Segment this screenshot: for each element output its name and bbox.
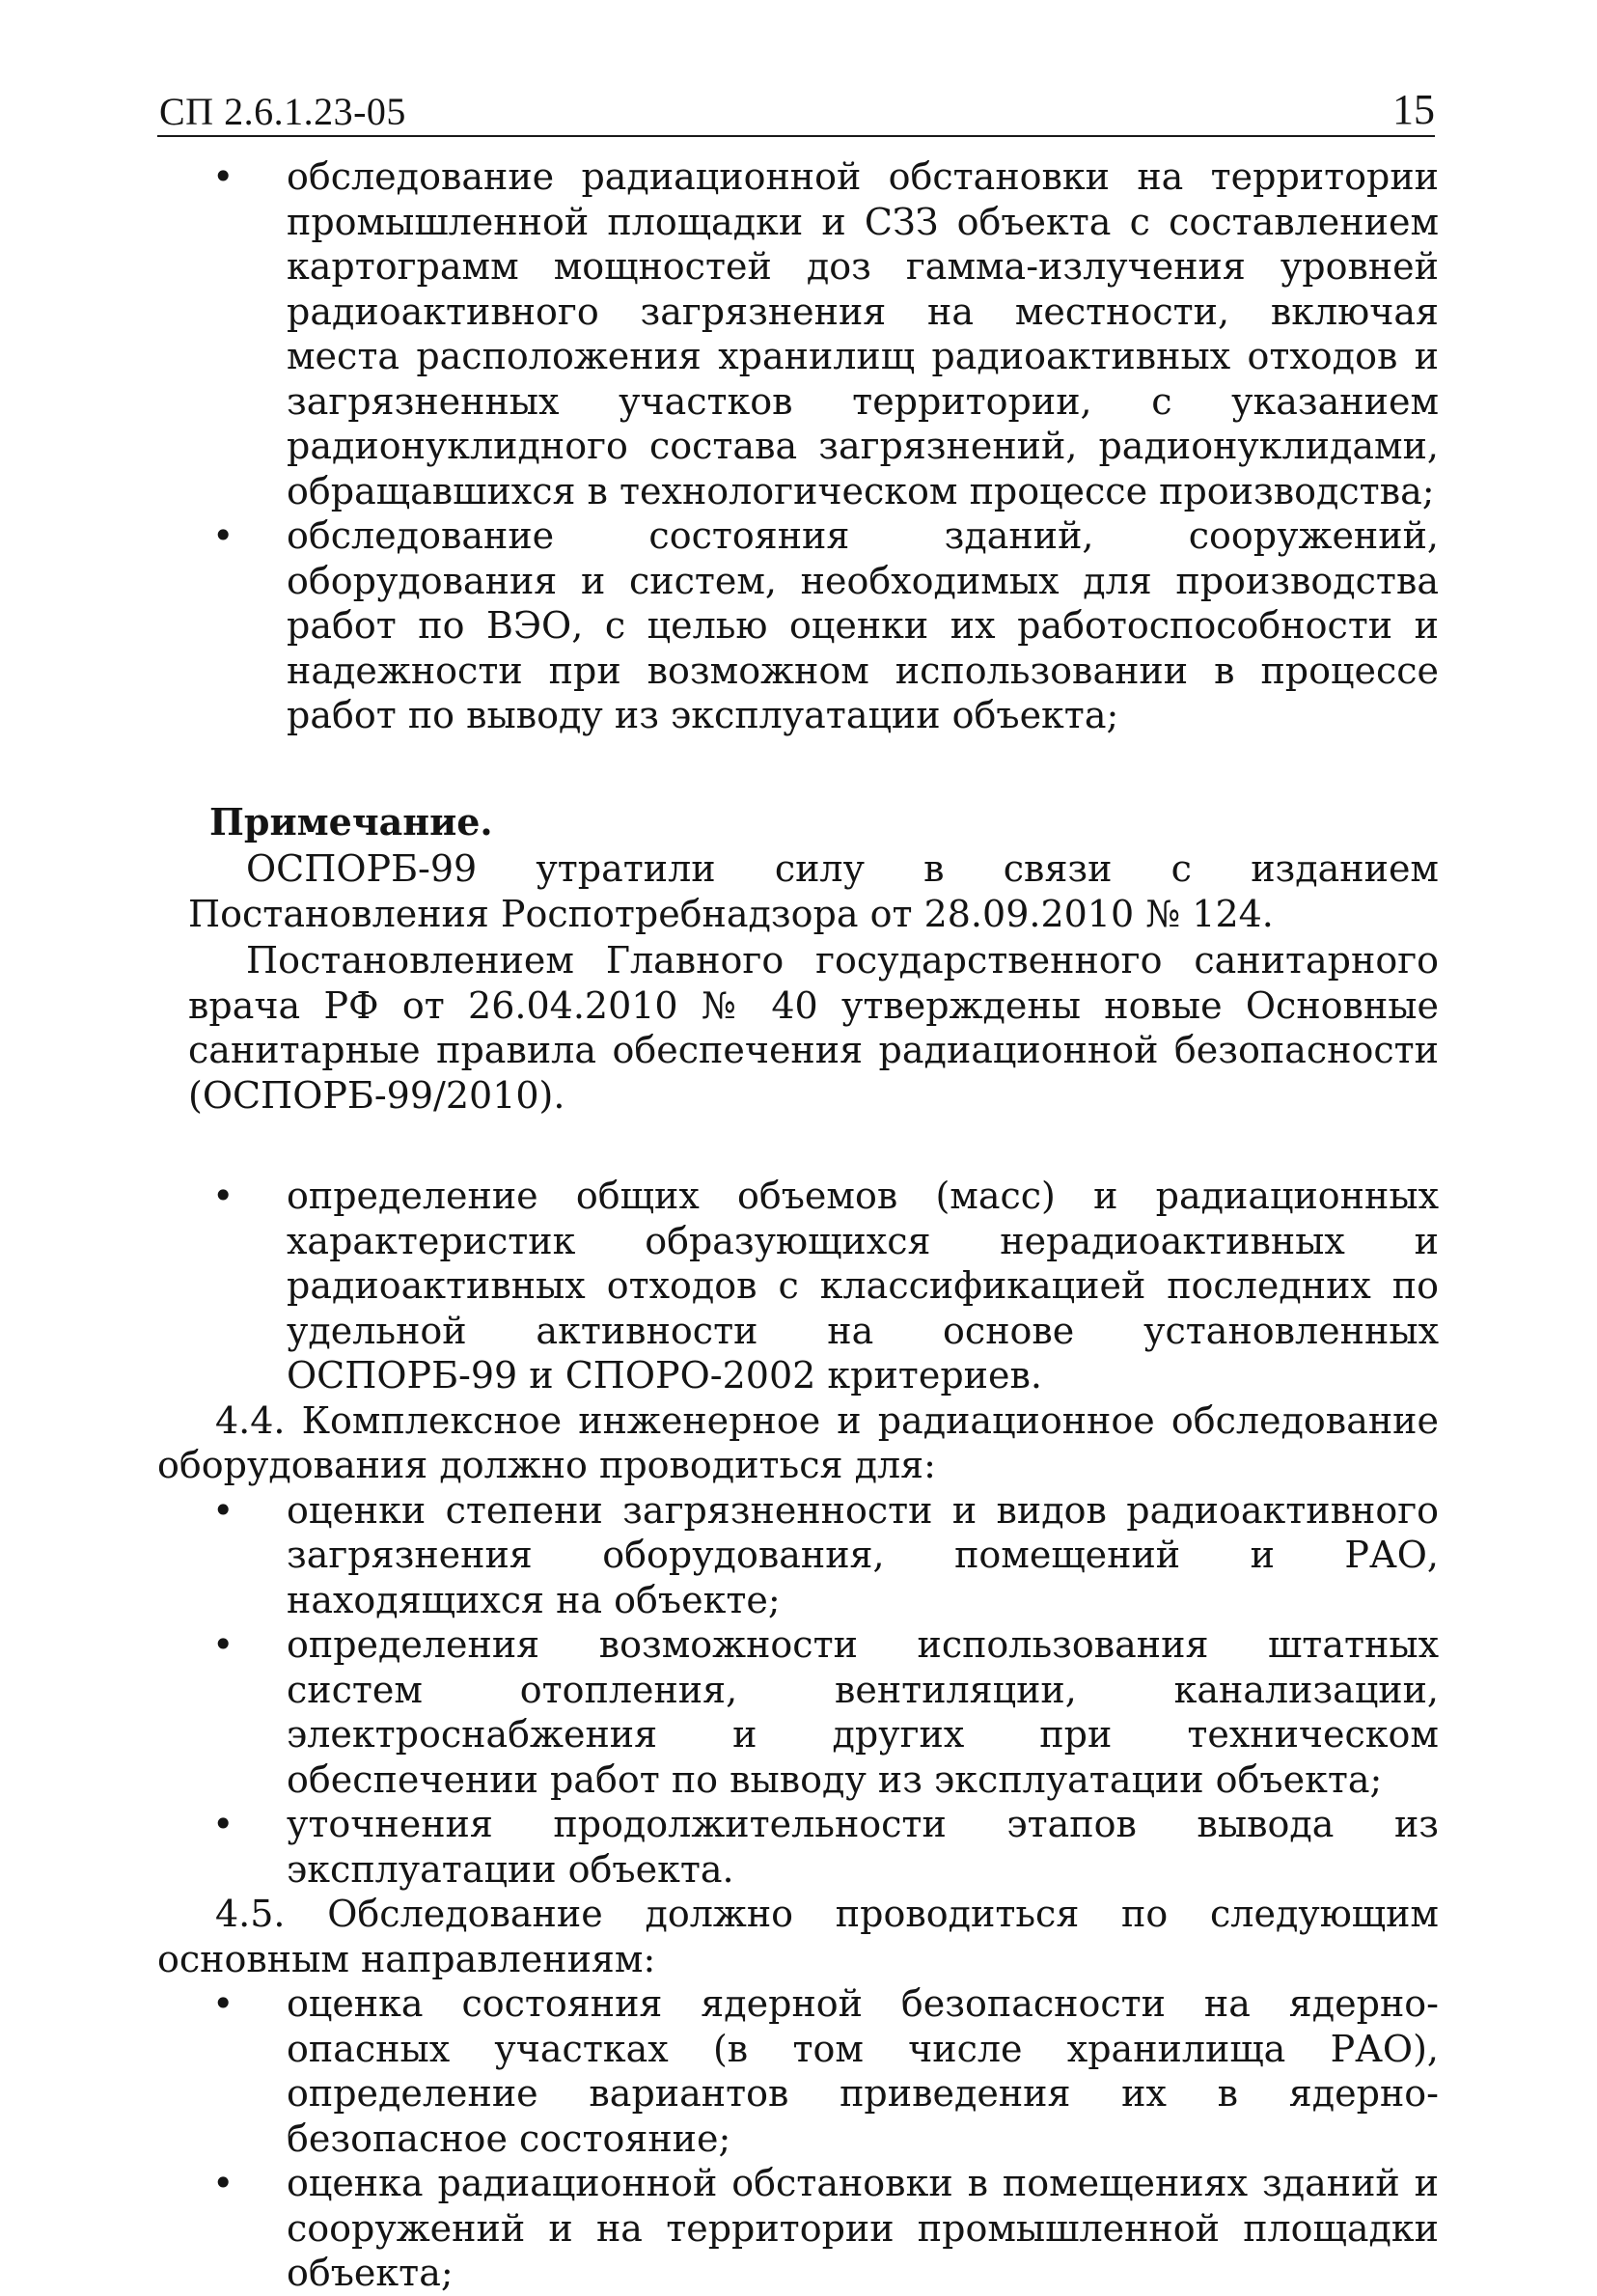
note-title: Примечание. [209,799,493,844]
list-item [157,1174,1439,1398]
spacer [157,1118,1439,1174]
running-header [157,79,1435,137]
list-item [157,1622,1439,1802]
list-item-text: оценка состояния ядерной безопасности на ядерно-опасных участках (в том числе хранилища РАО), определение вариантов приведения их в ядерно-безопасное состояние; [287,1982,1439,2160]
list-item-text: уточнения продолжительности этапов вывода из эксплуатации объекта. [287,1803,1439,1891]
bullet-icon: • [212,1175,234,1217]
list-item-text: определения возможности использования штатных систем отопления, вентиляции, канализации, электроснабжения и других при техническом обеспечении работ по выводу из эксплуатации объекта; [287,1623,1439,1801]
list-item-text: оценки степени загрязненности и видов радиоактивного загрязнения оборудования, помещений и РАО, находящихся на объекте; [287,1488,1439,1621]
note-block [188,800,1439,1119]
list-item [157,513,1439,738]
list-item-text: обследование состояния зданий, сооружений, оборудования и систем, необходимых для производства работ по ВЭО, с целью оценки их работоспособности и надежности при возможном использовании в процессе работ по выводу из эксплуатации объекта; [287,514,1439,736]
bullet-icon: • [212,155,234,198]
list-item [157,1802,1439,1892]
bullet-icon: • [212,1982,234,2025]
section-4-4-intro: 4.4. Комплексное инженерное и радиационное обследование оборудования должно проводиться для: [157,1398,1439,1486]
list-item [157,2161,1439,2296]
list-item [157,1488,1439,1623]
list-item-text: определение общих объемов (масс) и радиационных характеристик образующихся нерадиоактивных и радиоактивных отходов с классификацией последних по удельной активности на основе установленных ОСПОРБ-99 и СПОРО-2002 критериев. [287,1175,1439,1397]
list-item [157,1981,1439,2161]
list-item-text: обследование радиационной обстановки на территории промышленной площадки и СЗЗ объекта с составлением картограмм мощностей доз гамма-излучения уровней радиоактивного загрязнения на местности, включая места расположения хранилищ радиоактивных отходов и загрязненных участков территории, с указанием радионуклидного состава загрязнений, радионуклидами, обращавшихся в технологическом процессе производства; [287,155,1439,512]
note-paragraph: ОСПОРБ-99 утратили силу в связи с изданием Постановления Роспотребнадзора от 28.09.2010 № 124. [188,847,1439,935]
bullet-icon: • [212,1803,234,1845]
page-number: 15 [1392,86,1435,133]
bullet-icon: • [212,1623,234,1666]
bullet-icon: • [212,514,234,557]
list-item [157,154,1439,513]
page-body [157,154,1439,2296]
document-code: СП 2.6.1.23-05 [159,90,406,133]
section-4-5-intro: 4.5. Обследование должно проводиться по следующим основным направлениям: [157,1893,1439,1980]
note-paragraph: Постановлением Главного государственного санитарного врача РФ от 26.04.2010 № 40 утверждены новые Основные санитарные правила обеспечения радиационной безопасности (ОСПОРБ-99/2010). [188,939,1439,1117]
bullet-icon: • [212,2162,234,2204]
list-item-text: оценка радиационной обстановки в помещениях зданий и сооружений и на территории промышленной площадки объекта; [287,2162,1439,2294]
bullet-icon: • [212,1488,234,1532]
